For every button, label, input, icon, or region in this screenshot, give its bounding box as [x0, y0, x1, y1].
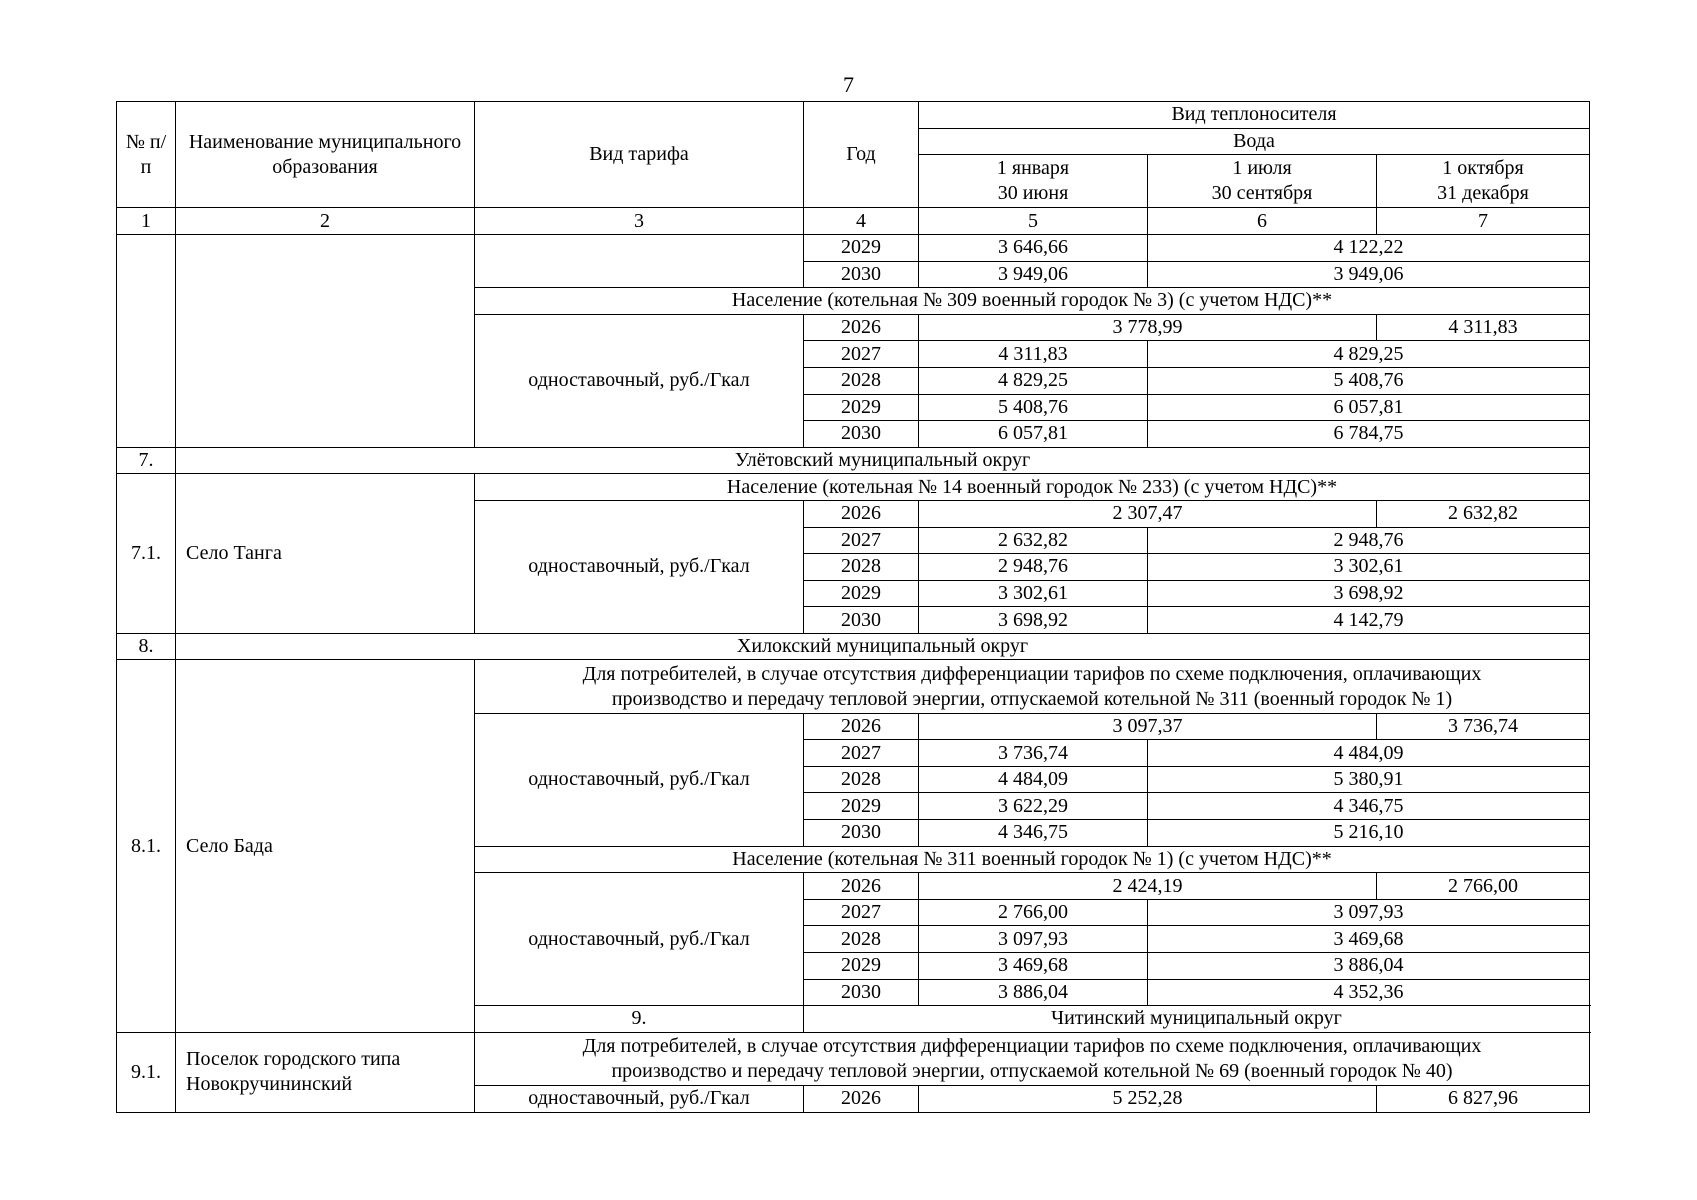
- header-tariff-type: Вид тарифа: [475, 102, 804, 208]
- header-water: Вода: [919, 128, 1590, 155]
- value-cell: 5 216,10: [1148, 820, 1590, 847]
- year-cell: 2026: [804, 1085, 919, 1112]
- year-cell: 2026: [804, 713, 919, 740]
- table-row: [117, 234, 1590, 261]
- value-cell: 3 949,06: [1148, 261, 1590, 288]
- value-cell: 2 766,00: [1377, 873, 1590, 900]
- value-cell: 6 784,75: [1148, 421, 1590, 448]
- year-cell: 2030: [804, 261, 919, 288]
- district-row: [117, 447, 1590, 474]
- tariff-cell: [475, 234, 804, 287]
- year-cell: 2028: [804, 766, 919, 793]
- header-municipality: Наименование муниципального образования: [176, 102, 475, 208]
- district-title: Хилокский муниципальный округ: [176, 633, 1590, 660]
- value-cell: 2 424,19: [919, 873, 1377, 900]
- value-cell: 2 632,82: [919, 527, 1148, 554]
- section-row: [117, 660, 1590, 713]
- value-cell: 3 886,04: [1148, 953, 1590, 980]
- number-cell: 7.1.: [117, 474, 176, 634]
- page-number: 7: [843, 72, 854, 97]
- year-cell: 2030: [804, 607, 919, 634]
- value-cell: 5 252,28: [919, 1085, 1377, 1112]
- value-cell: 4 122,22: [1148, 234, 1590, 261]
- header-number: № п/п: [117, 102, 176, 208]
- year-cell: 2030: [804, 820, 919, 847]
- value-cell: 3 302,61: [919, 580, 1148, 607]
- column-number: 3: [475, 208, 804, 235]
- district-number: 8.: [117, 633, 176, 660]
- number-cell: 9.1.: [117, 1032, 176, 1112]
- district-number: 9.: [475, 1006, 804, 1033]
- value-cell: 4 829,25: [919, 367, 1148, 394]
- value-cell: 3 949,06: [919, 261, 1148, 288]
- year-cell: 2029: [804, 234, 919, 261]
- header-period-1: 1 января 30 июня: [919, 155, 1148, 208]
- year-cell: 2029: [804, 580, 919, 607]
- value-cell: 2 307,47: [919, 500, 1377, 527]
- header-heat-carrier: Вид теплоносителя: [919, 102, 1590, 129]
- value-cell: 3 097,37: [919, 713, 1377, 740]
- year-cell: 2027: [804, 527, 919, 554]
- value-cell: 3 097,93: [919, 926, 1148, 953]
- municipality-cell: Село Танга: [176, 474, 475, 634]
- value-cell: 2 948,76: [919, 554, 1148, 581]
- year-cell: 2030: [804, 421, 919, 448]
- value-cell: 3 469,68: [1148, 926, 1590, 953]
- column-number: 7: [1377, 208, 1590, 235]
- tariff-cell: одноставочный, руб./Гкал: [475, 500, 804, 633]
- value-cell: 2 632,82: [1377, 500, 1590, 527]
- tariff-cell: одноставочный, руб./Гкал: [475, 873, 804, 1006]
- value-cell: 3 778,99: [919, 314, 1377, 341]
- value-cell: 3 698,92: [919, 607, 1148, 634]
- year-cell: 2026: [804, 873, 919, 900]
- number-cell: [117, 234, 176, 447]
- value-cell: 3 469,68: [919, 953, 1148, 980]
- column-number: 6: [1148, 208, 1377, 235]
- section-title: Население (котельная № 14 военный городок № 233) (с учетом НДС)**: [475, 474, 1590, 501]
- section-title: Для потребителей, в случае отсутствия дифференциации тарифов по схеме подключения, оплачивающих производство и передачу тепловой энергии, отпускаемой котельной № 69 (военный городок № 40): [475, 1032, 1590, 1085]
- year-cell: 2029: [804, 394, 919, 421]
- column-number: 2: [176, 208, 475, 235]
- value-cell: 6 057,81: [919, 421, 1148, 448]
- value-cell: 6 827,96: [1377, 1085, 1590, 1112]
- value-cell: 3 622,29: [919, 793, 1148, 820]
- year-cell: 2029: [804, 953, 919, 980]
- section-row: [117, 1032, 1590, 1085]
- value-cell: 3 886,04: [919, 979, 1148, 1006]
- year-cell: 2028: [804, 367, 919, 394]
- section-title: Население (котельная № 309 военный городок № 3) (с учетом НДС)**: [475, 288, 1590, 315]
- value-cell: 2 766,00: [919, 899, 1148, 926]
- value-cell: 4 311,83: [919, 341, 1148, 368]
- year-cell: 2027: [804, 899, 919, 926]
- year-cell: 2026: [804, 500, 919, 527]
- column-number: 4: [804, 208, 919, 235]
- value-cell: 3 302,61: [1148, 554, 1590, 581]
- value-cell: 4 311,83: [1377, 314, 1590, 341]
- year-cell: 2029: [804, 793, 919, 820]
- year-cell: 2028: [804, 554, 919, 581]
- tariff-cell: одноставочный, руб./Гкал: [475, 713, 804, 846]
- value-cell: 3 097,93: [1148, 899, 1590, 926]
- value-cell: 5 380,91: [1148, 766, 1590, 793]
- year-cell: 2027: [804, 740, 919, 767]
- district-number: 7.: [117, 447, 176, 474]
- value-cell: 4 346,75: [919, 820, 1148, 847]
- section-row: [117, 474, 1590, 501]
- year-cell: 2028: [804, 926, 919, 953]
- value-cell: 5 408,76: [1148, 367, 1590, 394]
- municipality-cell: Поселок городского типа Новокручининский: [176, 1032, 475, 1112]
- value-cell: 4 142,79: [1148, 607, 1590, 634]
- column-number: 1: [117, 208, 176, 235]
- value-cell: 3 698,92: [1148, 580, 1590, 607]
- column-number: 5: [919, 208, 1148, 235]
- value-cell: 5 408,76: [919, 394, 1148, 421]
- district-title: Улётовский муниципальный округ: [176, 447, 1590, 474]
- value-cell: 6 057,81: [1148, 394, 1590, 421]
- municipality-cell: [176, 234, 475, 447]
- column-numbers-row: [117, 208, 1590, 235]
- value-cell: 4 484,09: [1148, 740, 1590, 767]
- section-title: Население (котельная № 311 военный городок № 1) (с учетом НДС)**: [475, 846, 1590, 873]
- header-period-2: 1 июля 30 сентября: [1148, 155, 1377, 208]
- value-cell: 2 948,76: [1148, 527, 1590, 554]
- tariff-table: [116, 101, 1590, 1113]
- value-cell: 3 646,66: [919, 234, 1148, 261]
- tariff-cell: одноставочный, руб./Гкал: [475, 314, 804, 447]
- value-cell: 3 736,74: [1377, 713, 1590, 740]
- header-period-3: 1 октября 31 декабря: [1377, 155, 1590, 208]
- header-year: Год: [804, 102, 919, 208]
- number-cell: 8.1.: [117, 660, 176, 1032]
- municipality-cell: Село Бада: [176, 660, 475, 1032]
- value-cell: 4 352,36: [1148, 979, 1590, 1006]
- year-cell: 2026: [804, 314, 919, 341]
- year-cell: 2027: [804, 341, 919, 368]
- value-cell: 3 736,74: [919, 740, 1148, 767]
- section-title: Для потребителей, в случае отсутствия дифференциации тарифов по схеме подключения, оплачивающих производство и передачу тепловой энергии, отпускаемой котельной № 311 (военный городок № 1): [475, 660, 1590, 713]
- tariff-cell: одноставочный, руб./Гкал: [475, 1085, 804, 1112]
- year-cell: 2030: [804, 979, 919, 1006]
- value-cell: 4 484,09: [919, 766, 1148, 793]
- district-title: Читинский муниципальный округ: [804, 1006, 1590, 1033]
- value-cell: 4 346,75: [1148, 793, 1590, 820]
- district-row: [117, 633, 1590, 660]
- value-cell: 4 829,25: [1148, 341, 1590, 368]
